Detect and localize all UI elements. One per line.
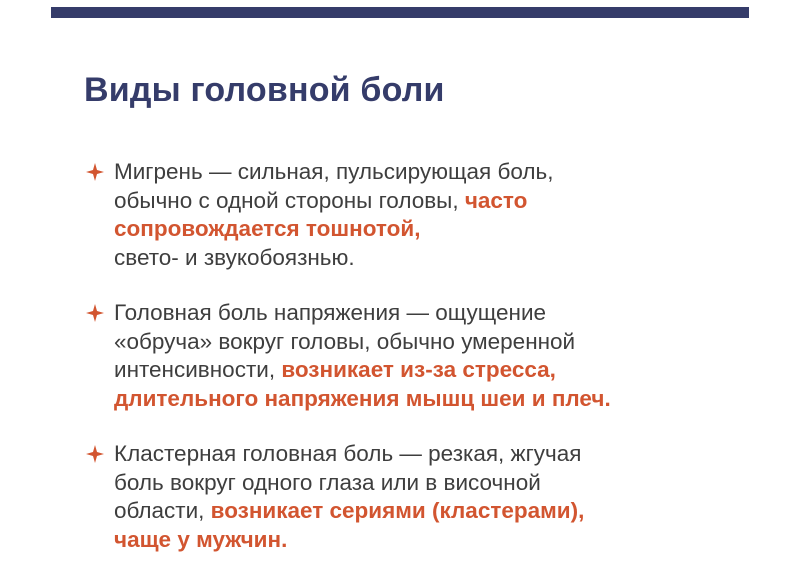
item-text-line: Мигрень — сильная, пульсирующая боль, xyxy=(114,159,554,184)
four-point-star-icon xyxy=(86,445,104,463)
item-text-line xyxy=(114,187,764,216)
four-point-star-icon xyxy=(86,304,104,322)
item-text-line: «обруча» вокруг головы, обычно умеренной xyxy=(114,328,576,354)
slide-title: Виды головной боли xyxy=(84,71,445,109)
headache-types-list xyxy=(84,158,764,581)
list-item-tension-headache xyxy=(84,299,764,413)
four-point-star-icon xyxy=(86,163,104,181)
item-highlight: часто xyxy=(464,187,528,213)
item-text-line: Головная боль напряжения — ощущение xyxy=(114,300,547,325)
top-accent-bar xyxy=(51,7,749,18)
item-highlight-line: чаще у мужчин. xyxy=(114,526,288,552)
item-text: области, xyxy=(114,498,211,523)
list-item-cluster-headache xyxy=(84,440,764,554)
item-text: обычно с одной стороны головы, xyxy=(114,187,465,213)
item-highlight: возникает сериями (кластерами), xyxy=(210,498,585,523)
list-item-migraine xyxy=(84,158,764,272)
item-highlight-line: сопровождается тошнотой, xyxy=(114,216,421,241)
item-highlight-line: длительного напряжения мышц шеи и плеч. xyxy=(114,385,611,411)
item-text: интенсивности, xyxy=(114,357,282,382)
item-highlight: возникает из-за стресса, xyxy=(281,357,556,382)
item-text-line xyxy=(114,497,764,526)
item-text-line: боль вокруг одного глаза или в височной xyxy=(114,469,541,495)
item-text-line: Кластерная головная боль — резкая, жгучая xyxy=(114,441,582,466)
item-text-line xyxy=(114,356,764,385)
item-text-line: свето- и звукобоязнью. xyxy=(114,244,355,270)
